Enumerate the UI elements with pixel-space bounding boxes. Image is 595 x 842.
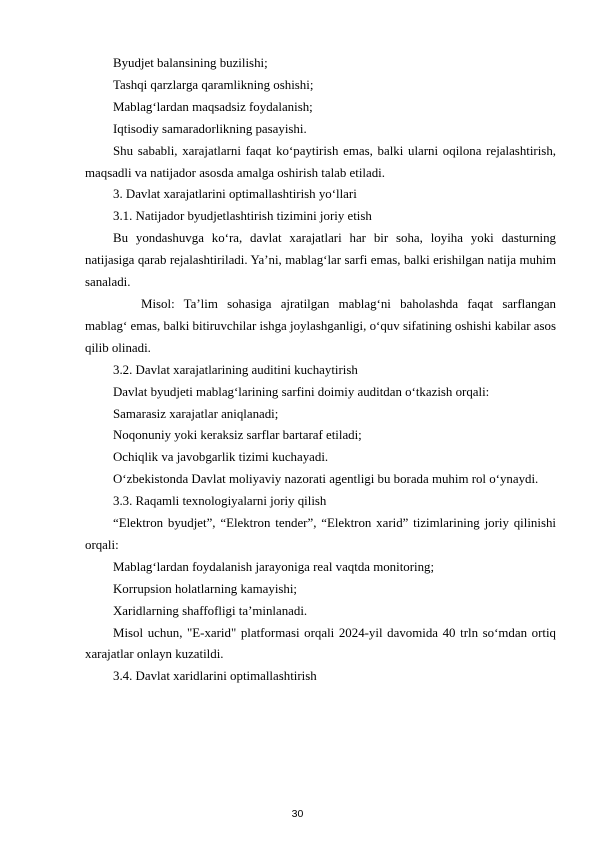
body-paragraph: O‘zbekistonda Davlat moliyaviy nazorati agentligi bu borada muhim rol o‘ynaydi. [113, 472, 539, 487]
subsection-heading: 3.2. Davlat xarajatlarining auditini kuchaytirish [113, 362, 358, 377]
list-item: Tashqi qarzlarga qaramlikning oshishi; [113, 77, 314, 92]
subsection-heading: 3.1. Natijador byudjetlashtirish tizimini joriy etish [113, 209, 372, 224]
list-item: Samarasiz xarajatlar aniqlanadi; [113, 406, 279, 421]
body-paragraph: Misol uchun, "E-xarid" platformasi orqali 2024-yil davomida 40 trln so‘mdan ortiq xarajatlar onlayn kuzatildi. [85, 625, 556, 662]
list-item: Mablag‘lardan foydalanish jarayoniga real vaqtda monitoring; [113, 559, 435, 574]
list-item: Noqonuniy yoki keraksiz sarflar bartaraf etiladi; [113, 428, 362, 443]
subsection-heading: 3.3. Raqamli texnologiyalarni joriy qilish [113, 494, 327, 509]
page-number: 30 [291, 808, 304, 820]
subsection-heading: 3.4. Davlat xaridlarini optimallashtirish [113, 669, 317, 684]
body-paragraph: “Elektron byudjet”, “Elektron tender”, “Elektron xarid” tizimlarining joriy qilinishi orqali: [85, 516, 556, 552]
list-item: Ochiqlik va javobgarlik tizimi kuchayadi. [113, 450, 329, 465]
page-body [85, 53, 556, 688]
list-item: Xaridlarning shaffofligi ta’minlanadi. [113, 603, 308, 618]
list-item: Korrupsion holatlarning kamayishi; [113, 581, 298, 596]
example-paragraph: Misol: Ta’lim sohasiga ajratilgan mablag‘ni baholashda faqat sarflangan mablag‘ emas, balki bitiruvchilar ishga joylashganligi, o‘quv sifatining oshishi kabilar asos qilib olinadi. [85, 296, 556, 355]
list-item: Iqtisodiy samaradorlikning pasayishi. [113, 121, 307, 136]
body-paragraph: Shu sababli, xarajatlarni faqat ko‘paytirish emas, balki ularni oqilona rejalashtirish, maqsadli va natijador asosda amalga oshirish talab etiladi. [85, 143, 556, 180]
body-paragraph: Davlat byudjeti mablag‘larining sarfini doimiy auditdan o‘tkazish orqali: [113, 384, 490, 399]
section-heading: 3. Davlat xarajatlarini optimallashtirish yo‘llari [113, 187, 357, 202]
body-paragraph: Bu yondashuvga ko‘ra, davlat xarajatlari har bir soha, loyiha yoki dasturning natijasiga qarab rejalashtiriladi. Ya’ni, mablag‘lar sarfi emas, balki erishilgan natija muhim sanaladi. [85, 231, 556, 290]
list-item: Mablag‘lardan maqsadsiz foydalanish; [113, 99, 313, 114]
list-item: Byudjet balansining buzilishi; [113, 56, 268, 70]
